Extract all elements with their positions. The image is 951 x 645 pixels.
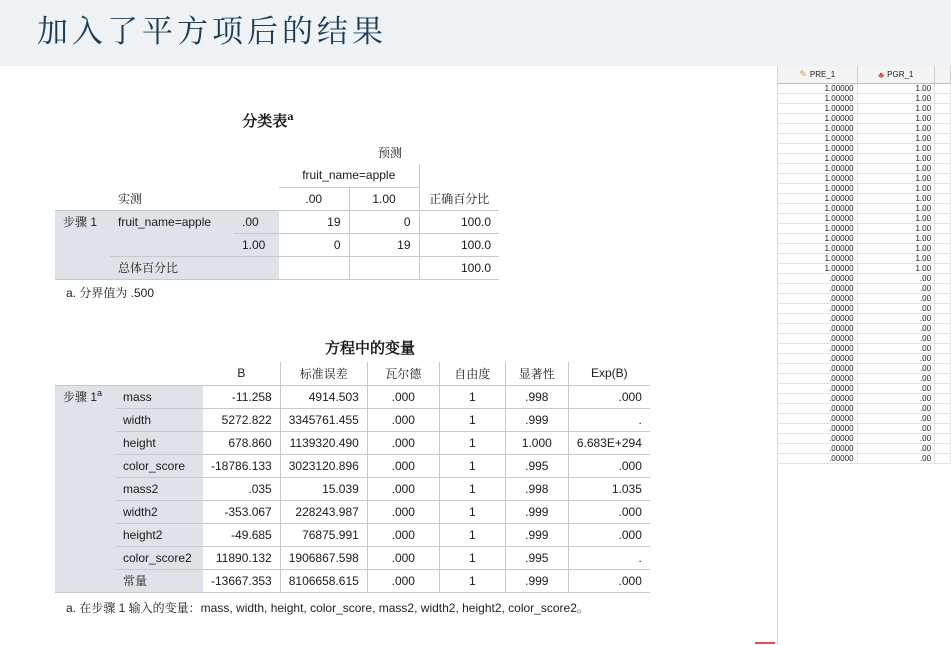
cell-pgr1[interactable]: .00 — [858, 334, 936, 343]
cell-exp: .000 — [568, 500, 650, 523]
data-row[interactable] — [778, 154, 951, 164]
data-row[interactable] — [778, 284, 951, 294]
col-pct-header: 正确百分比 — [419, 187, 499, 210]
cell-sig: .999 — [505, 408, 568, 431]
data-row[interactable] — [778, 124, 951, 134]
cell-empty[interactable] — [935, 324, 951, 333]
cell-pre1[interactable]: .00000 — [778, 454, 858, 463]
cell-pgr1[interactable]: .00 — [858, 284, 936, 293]
col-100-header: 1.00 — [349, 187, 419, 210]
variables-title: 方程中的变量 — [324, 339, 415, 357]
cell-se: 8106658.615 — [280, 569, 367, 592]
title-bar — [0, 0, 951, 66]
cell-pre1[interactable]: 1.00000 — [778, 234, 858, 243]
cell-pre1[interactable]: 1.00000 — [778, 264, 858, 273]
cell-pgr1[interactable]: .00 — [858, 294, 936, 303]
cell-pre1[interactable]: 1.00000 — [778, 174, 858, 183]
data-row[interactable] — [778, 134, 951, 144]
cell-pgr1[interactable]: 1.00 — [858, 84, 936, 93]
cell-b: -13667.353 — [203, 569, 280, 592]
nominal-icon: ♣ — [878, 69, 885, 80]
cell-pgr1[interactable]: 1.00 — [858, 154, 936, 163]
cell-exp: .000 — [568, 385, 650, 408]
cell-pgr1[interactable]: .00 — [858, 354, 936, 363]
col-header: 瓦尔德 — [367, 362, 439, 385]
cell-empty[interactable] — [935, 94, 951, 103]
cell-pgr1[interactable]: .00 — [858, 444, 936, 453]
cell-pgr1[interactable]: 1.00 — [858, 134, 936, 143]
cell: 19 — [349, 233, 419, 256]
var-name: height2 — [115, 523, 203, 546]
cell-pre1[interactable]: .00000 — [778, 294, 858, 303]
cell-exp: 1.035 — [568, 477, 650, 500]
cell-empty[interactable] — [935, 314, 951, 323]
cell-empty[interactable] — [935, 174, 951, 183]
cell-pre1[interactable]: 1.00000 — [778, 204, 858, 213]
cell-df: 1 — [439, 477, 505, 500]
cell-pre1[interactable]: 1.00000 — [778, 124, 858, 133]
cell-wald: .000 — [367, 523, 439, 546]
data-row[interactable] — [778, 364, 951, 374]
cell-empty[interactable] — [935, 384, 951, 393]
cell-empty[interactable] — [935, 374, 951, 383]
data-row[interactable] — [778, 164, 951, 174]
cell-pre1[interactable]: 1.00000 — [778, 144, 858, 153]
pencil-icon: ✎ — [799, 69, 807, 79]
cell-sig: .999 — [505, 523, 568, 546]
data-row[interactable] — [778, 314, 951, 324]
cell-sig: .998 — [505, 477, 568, 500]
cell-se: 4914.503 — [280, 385, 367, 408]
cell-pgr1[interactable]: .00 — [858, 314, 936, 323]
cell-pgr1[interactable]: .00 — [858, 274, 936, 283]
cell-pgr1[interactable]: 1.00 — [858, 234, 936, 243]
cell: 100.0 — [419, 210, 499, 233]
data-row[interactable] — [778, 344, 951, 354]
cell-wald: .000 — [367, 500, 439, 523]
cell-pre1[interactable]: .00000 — [778, 274, 858, 283]
data-row[interactable] — [778, 354, 951, 364]
cell-pre1[interactable]: .00000 — [778, 434, 858, 443]
cell-pgr1[interactable]: .00 — [858, 454, 936, 463]
cell-se: 1906867.598 — [280, 546, 367, 569]
cell-empty[interactable] — [935, 344, 951, 353]
cell-empty[interactable] — [935, 224, 951, 233]
cell-empty[interactable] — [935, 154, 951, 163]
cell-sig: .998 — [505, 385, 568, 408]
cell-pre1[interactable]: 1.00000 — [778, 184, 858, 193]
cell-empty[interactable] — [935, 274, 951, 283]
cell-empty[interactable] — [935, 454, 951, 463]
cell-empty[interactable] — [935, 284, 951, 293]
row-variable: fruit_name=apple — [110, 210, 234, 233]
cell-pgr1[interactable]: 1.00 — [858, 194, 936, 203]
cell-pre1[interactable]: .00000 — [778, 444, 858, 453]
data-row[interactable] — [778, 94, 951, 104]
data-row[interactable] — [778, 274, 951, 284]
cell-wald: .000 — [367, 408, 439, 431]
cell-pre1[interactable]: .00000 — [778, 284, 858, 293]
cell-pre1[interactable]: 1.00000 — [778, 214, 858, 223]
cell-pre1[interactable]: .00000 — [778, 344, 858, 353]
cell-b: 678.860 — [203, 431, 280, 454]
var-name: mass2 — [115, 477, 203, 500]
cell-pre1[interactable]: 1.00000 — [778, 114, 858, 123]
data-view-grid[interactable] — [777, 66, 951, 645]
cell-pgr1[interactable]: 1.00 — [858, 104, 936, 113]
cell-empty[interactable] — [935, 184, 951, 193]
overall-pct: 100.0 — [419, 256, 499, 279]
step-label: 步骤 1$^a$ — [55, 385, 115, 408]
data-row[interactable] — [778, 84, 951, 94]
cell-pre1[interactable]: .00000 — [778, 314, 858, 323]
cell-pgr1[interactable]: 1.00 — [858, 124, 936, 133]
cell-empty[interactable] — [935, 124, 951, 133]
cell-pgr1[interactable]: .00 — [858, 404, 936, 413]
cell-pgr1[interactable]: .00 — [858, 364, 936, 373]
cell-empty[interactable] — [935, 234, 951, 243]
cell-se: 228243.987 — [280, 500, 367, 523]
cell-pgr1[interactable]: .00 — [858, 384, 936, 393]
cell-df: 1 — [439, 569, 505, 592]
cell-b: .035 — [203, 477, 280, 500]
cell-wald: .000 — [367, 454, 439, 477]
cell-pre1[interactable]: .00000 — [778, 304, 858, 313]
data-row[interactable] — [778, 384, 951, 394]
page-title: 加入了平方项后的结果 — [37, 14, 387, 50]
cell-sig: .999 — [505, 500, 568, 523]
variables-footnote: a. 在步骤 1 输入的变量：mass, width, height, color_score, mass2, width2, height2, color_score2。 — [66, 601, 589, 615]
data-row[interactable] — [778, 324, 951, 334]
predicted-header: 预测 — [377, 146, 402, 160]
cell-empty[interactable] — [935, 134, 951, 143]
data-row[interactable] — [778, 194, 951, 204]
cell-pre1[interactable]: 1.00000 — [778, 194, 858, 203]
cell-wald: .000 — [367, 477, 439, 500]
data-row[interactable] — [778, 404, 951, 414]
cell-pre1[interactable]: .00000 — [778, 384, 858, 393]
cell-se: 3345761.455 — [280, 408, 367, 431]
cell-pgr1[interactable]: .00 — [858, 344, 936, 353]
cell-exp: .000 — [568, 523, 650, 546]
cell-pre1[interactable]: .00000 — [778, 324, 858, 333]
cell-pgr1[interactable]: .00 — [858, 434, 936, 443]
cell-empty[interactable] — [935, 444, 951, 453]
cell-pre1[interactable]: 1.00000 — [778, 254, 858, 263]
step-label: 步骤 1 — [55, 210, 110, 233]
cell-empty[interactable] — [935, 394, 951, 403]
data-row[interactable] — [778, 114, 951, 124]
cell-pre1[interactable]: .00000 — [778, 414, 858, 423]
cell-empty[interactable] — [935, 114, 951, 123]
cell-df: 1 — [439, 431, 505, 454]
cell-pre1[interactable]: .00000 — [778, 394, 858, 403]
data-row[interactable] — [778, 244, 951, 254]
cell-df: 1 — [439, 408, 505, 431]
data-row[interactable] — [778, 174, 951, 184]
cell-pgr1[interactable]: 1.00 — [858, 164, 936, 173]
data-row[interactable] — [778, 234, 951, 244]
cell-pgr1[interactable]: 1.00 — [858, 244, 936, 253]
cell-b: 5272.822 — [203, 408, 280, 431]
cell-df: 1 — [439, 454, 505, 477]
row-level: .00 — [234, 210, 279, 233]
col-header: Exp(B) — [568, 362, 650, 385]
cell-pgr1[interactable]: 1.00 — [858, 184, 936, 193]
cell-wald: .000 — [367, 385, 439, 408]
overall-label: 总体百分比 — [110, 256, 279, 279]
cell-wald: .000 — [367, 546, 439, 569]
cell-sig: 1.000 — [505, 431, 568, 454]
cell-b: -18786.133 — [203, 454, 280, 477]
data-row[interactable] — [778, 394, 951, 404]
cell-pre1[interactable]: 1.00000 — [778, 84, 858, 93]
cell-pre1[interactable]: .00000 — [778, 404, 858, 413]
cell-pre1[interactable]: .00000 — [778, 334, 858, 343]
data-row[interactable] — [778, 414, 951, 424]
cell-empty[interactable] — [935, 304, 951, 313]
cell-pgr1[interactable]: 1.00 — [858, 264, 936, 273]
cell-exp: .000 — [568, 569, 650, 592]
cell-exp: .000 — [568, 454, 650, 477]
data-row[interactable] — [778, 424, 951, 434]
cell-se: 1139320.490 — [280, 431, 367, 454]
var-name: color_score2 — [115, 546, 203, 569]
cell-wald: .000 — [367, 569, 439, 592]
cell-pgr1[interactable]: 1.00 — [858, 204, 936, 213]
col-header: 自由度 — [439, 362, 505, 385]
cell-pgr1[interactable]: .00 — [858, 394, 936, 403]
cell-empty[interactable] — [935, 414, 951, 423]
data-view-header — [778, 66, 951, 84]
var-name: color_score — [115, 454, 203, 477]
data-row[interactable] — [778, 204, 951, 214]
cell-pgr1[interactable]: 1.00 — [858, 254, 936, 263]
cell-df: 1 — [439, 546, 505, 569]
cell-pgr1[interactable]: .00 — [858, 424, 936, 433]
cell-pgr1[interactable]: .00 — [858, 304, 936, 313]
data-row[interactable] — [778, 294, 951, 304]
cell-empty[interactable] — [935, 104, 951, 113]
cell-exp: . — [568, 408, 650, 431]
var-name: 常量 — [115, 569, 203, 592]
cell-empty[interactable] — [935, 294, 951, 303]
column-header-pgr1[interactable]: ♣ PGR_1 — [858, 66, 936, 83]
cell-pre1[interactable]: .00000 — [778, 374, 858, 383]
cell-empty[interactable] — [935, 204, 951, 213]
cell-empty[interactable] — [935, 144, 951, 153]
data-row[interactable] — [778, 184, 951, 194]
cell: 0 — [279, 233, 349, 256]
cell-b: -353.067 — [203, 500, 280, 523]
cell-pgr1[interactable]: 1.00 — [858, 144, 936, 153]
cell-pgr1[interactable]: 1.00 — [858, 224, 936, 233]
data-row[interactable] — [778, 104, 951, 114]
observed-header: 实测 — [118, 191, 143, 206]
classification-table — [55, 141, 499, 280]
cell-pgr1[interactable]: 1.00 — [858, 174, 936, 183]
cell-df: 1 — [439, 385, 505, 408]
cell: 100.0 — [419, 233, 499, 256]
cell-sig: .995 — [505, 454, 568, 477]
cell-pre1[interactable]: .00000 — [778, 424, 858, 433]
cell-empty[interactable] — [935, 354, 951, 363]
cell-empty[interactable] — [935, 254, 951, 263]
col-header: 标准误差 — [280, 362, 367, 385]
classification-footnote: a. 分界值为 .500 — [66, 286, 155, 300]
col-header: 显著性 — [505, 362, 568, 385]
cell-df: 1 — [439, 500, 505, 523]
data-view-body — [778, 84, 951, 464]
cell-empty[interactable] — [935, 264, 951, 273]
data-row[interactable] — [778, 224, 951, 234]
cell-pgr1[interactable]: .00 — [858, 414, 936, 423]
cell-empty[interactable] — [935, 424, 951, 433]
cell-b: -49.685 — [203, 523, 280, 546]
cell-empty[interactable] — [935, 214, 951, 223]
classification-title: 分类表$^a$ — [242, 112, 294, 130]
col-00-header: .00 — [305, 191, 323, 206]
cell: 19 — [279, 210, 349, 233]
cell-df: 1 — [439, 523, 505, 546]
red-mark — [755, 642, 775, 644]
cell-pgr1[interactable]: 1.00 — [858, 114, 936, 123]
cell-pre1[interactable]: 1.00000 — [778, 94, 858, 103]
cell-b: -11.258 — [203, 385, 280, 408]
cell-empty[interactable] — [935, 404, 951, 413]
fruit-header: fruit_name=apple — [279, 164, 419, 187]
cell-empty[interactable] — [935, 364, 951, 373]
cell-empty[interactable] — [935, 194, 951, 203]
cell-se: 3023120.896 — [280, 454, 367, 477]
var-name: mass — [115, 385, 203, 408]
data-row[interactable] — [778, 444, 951, 454]
cell-b: 11890.132 — [203, 546, 280, 569]
data-row[interactable] — [778, 434, 951, 444]
data-row[interactable] — [778, 374, 951, 384]
var-name: width — [115, 408, 203, 431]
cell-wald: .000 — [367, 431, 439, 454]
var-name: width2 — [115, 500, 203, 523]
cell-pgr1[interactable]: .00 — [858, 374, 936, 383]
column-header-pre1[interactable]: ✎ PRE_1 — [778, 66, 858, 83]
variables-table — [55, 362, 650, 593]
data-row[interactable] — [778, 214, 951, 224]
var-name: height — [115, 431, 203, 454]
cell-empty[interactable] — [935, 434, 951, 443]
cell-pgr1[interactable]: 1.00 — [858, 214, 936, 223]
data-row[interactable] — [778, 454, 951, 464]
col-header: B — [237, 366, 246, 381]
data-row[interactable] — [778, 304, 951, 314]
cell-pre1[interactable]: 1.00000 — [778, 154, 858, 163]
data-row[interactable] — [778, 144, 951, 154]
data-row[interactable] — [778, 254, 951, 264]
cell-se: 76875.991 — [280, 523, 367, 546]
cell-sig: .999 — [505, 569, 568, 592]
cell-pre1[interactable]: 1.00000 — [778, 244, 858, 253]
row-level: 1.00 — [234, 233, 279, 256]
cell: 0 — [349, 210, 419, 233]
cell-pre1[interactable]: .00000 — [778, 364, 858, 373]
cell-exp: . — [568, 546, 650, 569]
cell-pre1[interactable]: 1.00000 — [778, 224, 858, 233]
data-row[interactable] — [778, 334, 951, 344]
cell-pre1[interactable]: 1.00000 — [778, 134, 858, 143]
cell-empty[interactable] — [935, 334, 951, 343]
cell-empty[interactable] — [935, 244, 951, 253]
cell-pgr1[interactable]: .00 — [858, 324, 936, 333]
cell-pre1[interactable]: 1.00000 — [778, 104, 858, 113]
cell-empty[interactable] — [935, 164, 951, 173]
cell-exp: 6.683E+294 — [568, 431, 650, 454]
cell-empty[interactable] — [935, 84, 951, 93]
cell-pgr1[interactable]: 1.00 — [858, 94, 936, 103]
cell-se: 15.039 — [280, 477, 367, 500]
cell-sig: .995 — [505, 546, 568, 569]
cell-pre1[interactable]: .00000 — [778, 354, 858, 363]
cell-pre1[interactable]: 1.00000 — [778, 164, 858, 173]
data-row[interactable] — [778, 264, 951, 274]
